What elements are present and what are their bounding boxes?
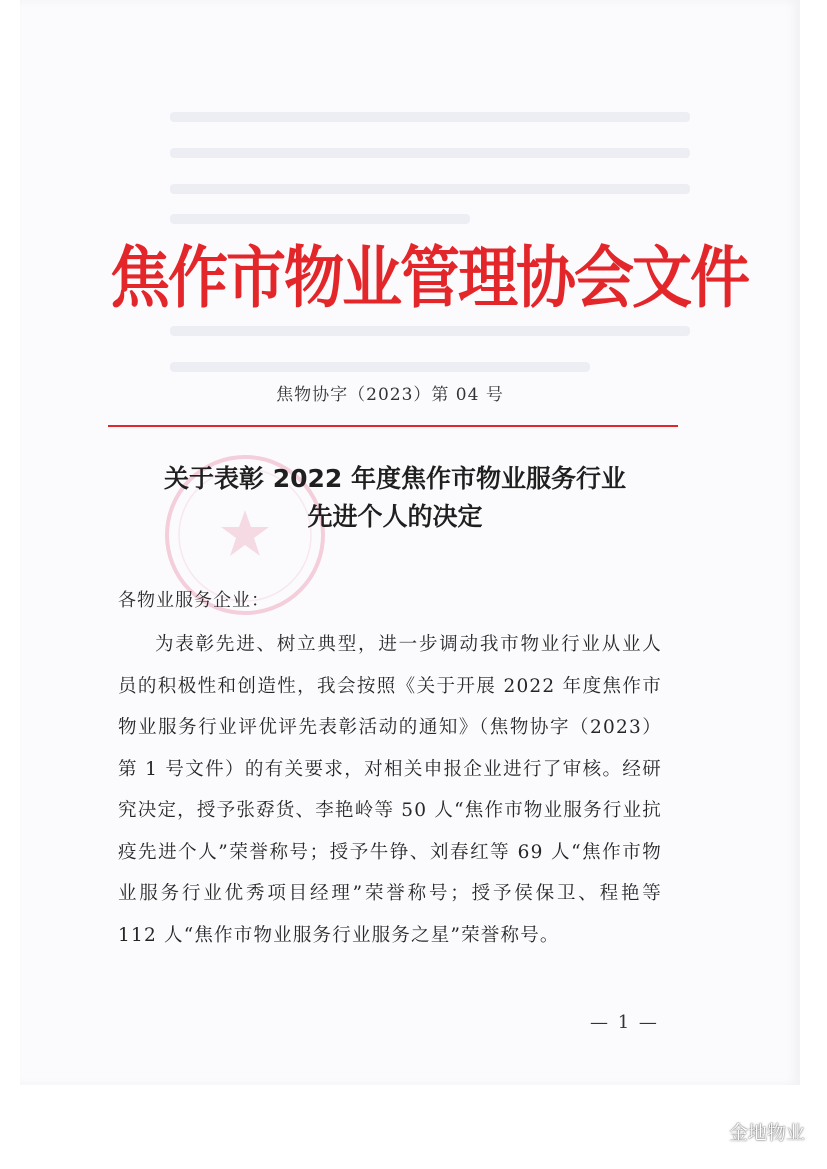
wechat-icon bbox=[697, 1121, 723, 1143]
salutation: 各物业服务企业： bbox=[118, 590, 270, 611]
page-number: — 1 — bbox=[590, 1012, 659, 1033]
decision-title-line-1: 关于表彰 2022 年度焦作市物业服务行业 bbox=[164, 464, 626, 493]
show-through-line bbox=[170, 214, 470, 224]
show-through-line bbox=[170, 362, 590, 372]
header-title: 焦作市物业管理协会文件 bbox=[110, 239, 748, 318]
source-watermark bbox=[697, 1118, 805, 1145]
show-through-line bbox=[170, 112, 690, 122]
show-through-line bbox=[170, 184, 690, 194]
decision-title bbox=[100, 460, 690, 536]
show-through-line bbox=[170, 148, 690, 158]
body-paragraph: 为表彰先进、树立典型，进一步调动我市物业行业从业人员的积极性和创造性，我会按照《关于开展 2022 年度焦作市物业服务行业评优评先表彰活动的通知》（焦物协字（2023）第 1 号文件）的有关要求，对相关申报企业进行了审核。经研究决定，授予张孬货、李艳岭等 50 人“焦作市物业服务行业抗疫先进个人”荣誉称号；授予牛铮、刘春红等 69 人“焦作市物业服务行业优秀项目经理”荣誉称号；授予侯保卫、程艳等 112 人“焦作市物业服务行业服务之星”荣誉称号。 bbox=[118, 634, 662, 946]
decision-title-line-2: 先进个人的决定 bbox=[307, 502, 483, 531]
document-number: 焦物协字（2023）第 04 号 bbox=[276, 385, 504, 405]
watermark-label: 金地物业 bbox=[728, 1122, 805, 1144]
red-divider bbox=[108, 425, 678, 427]
